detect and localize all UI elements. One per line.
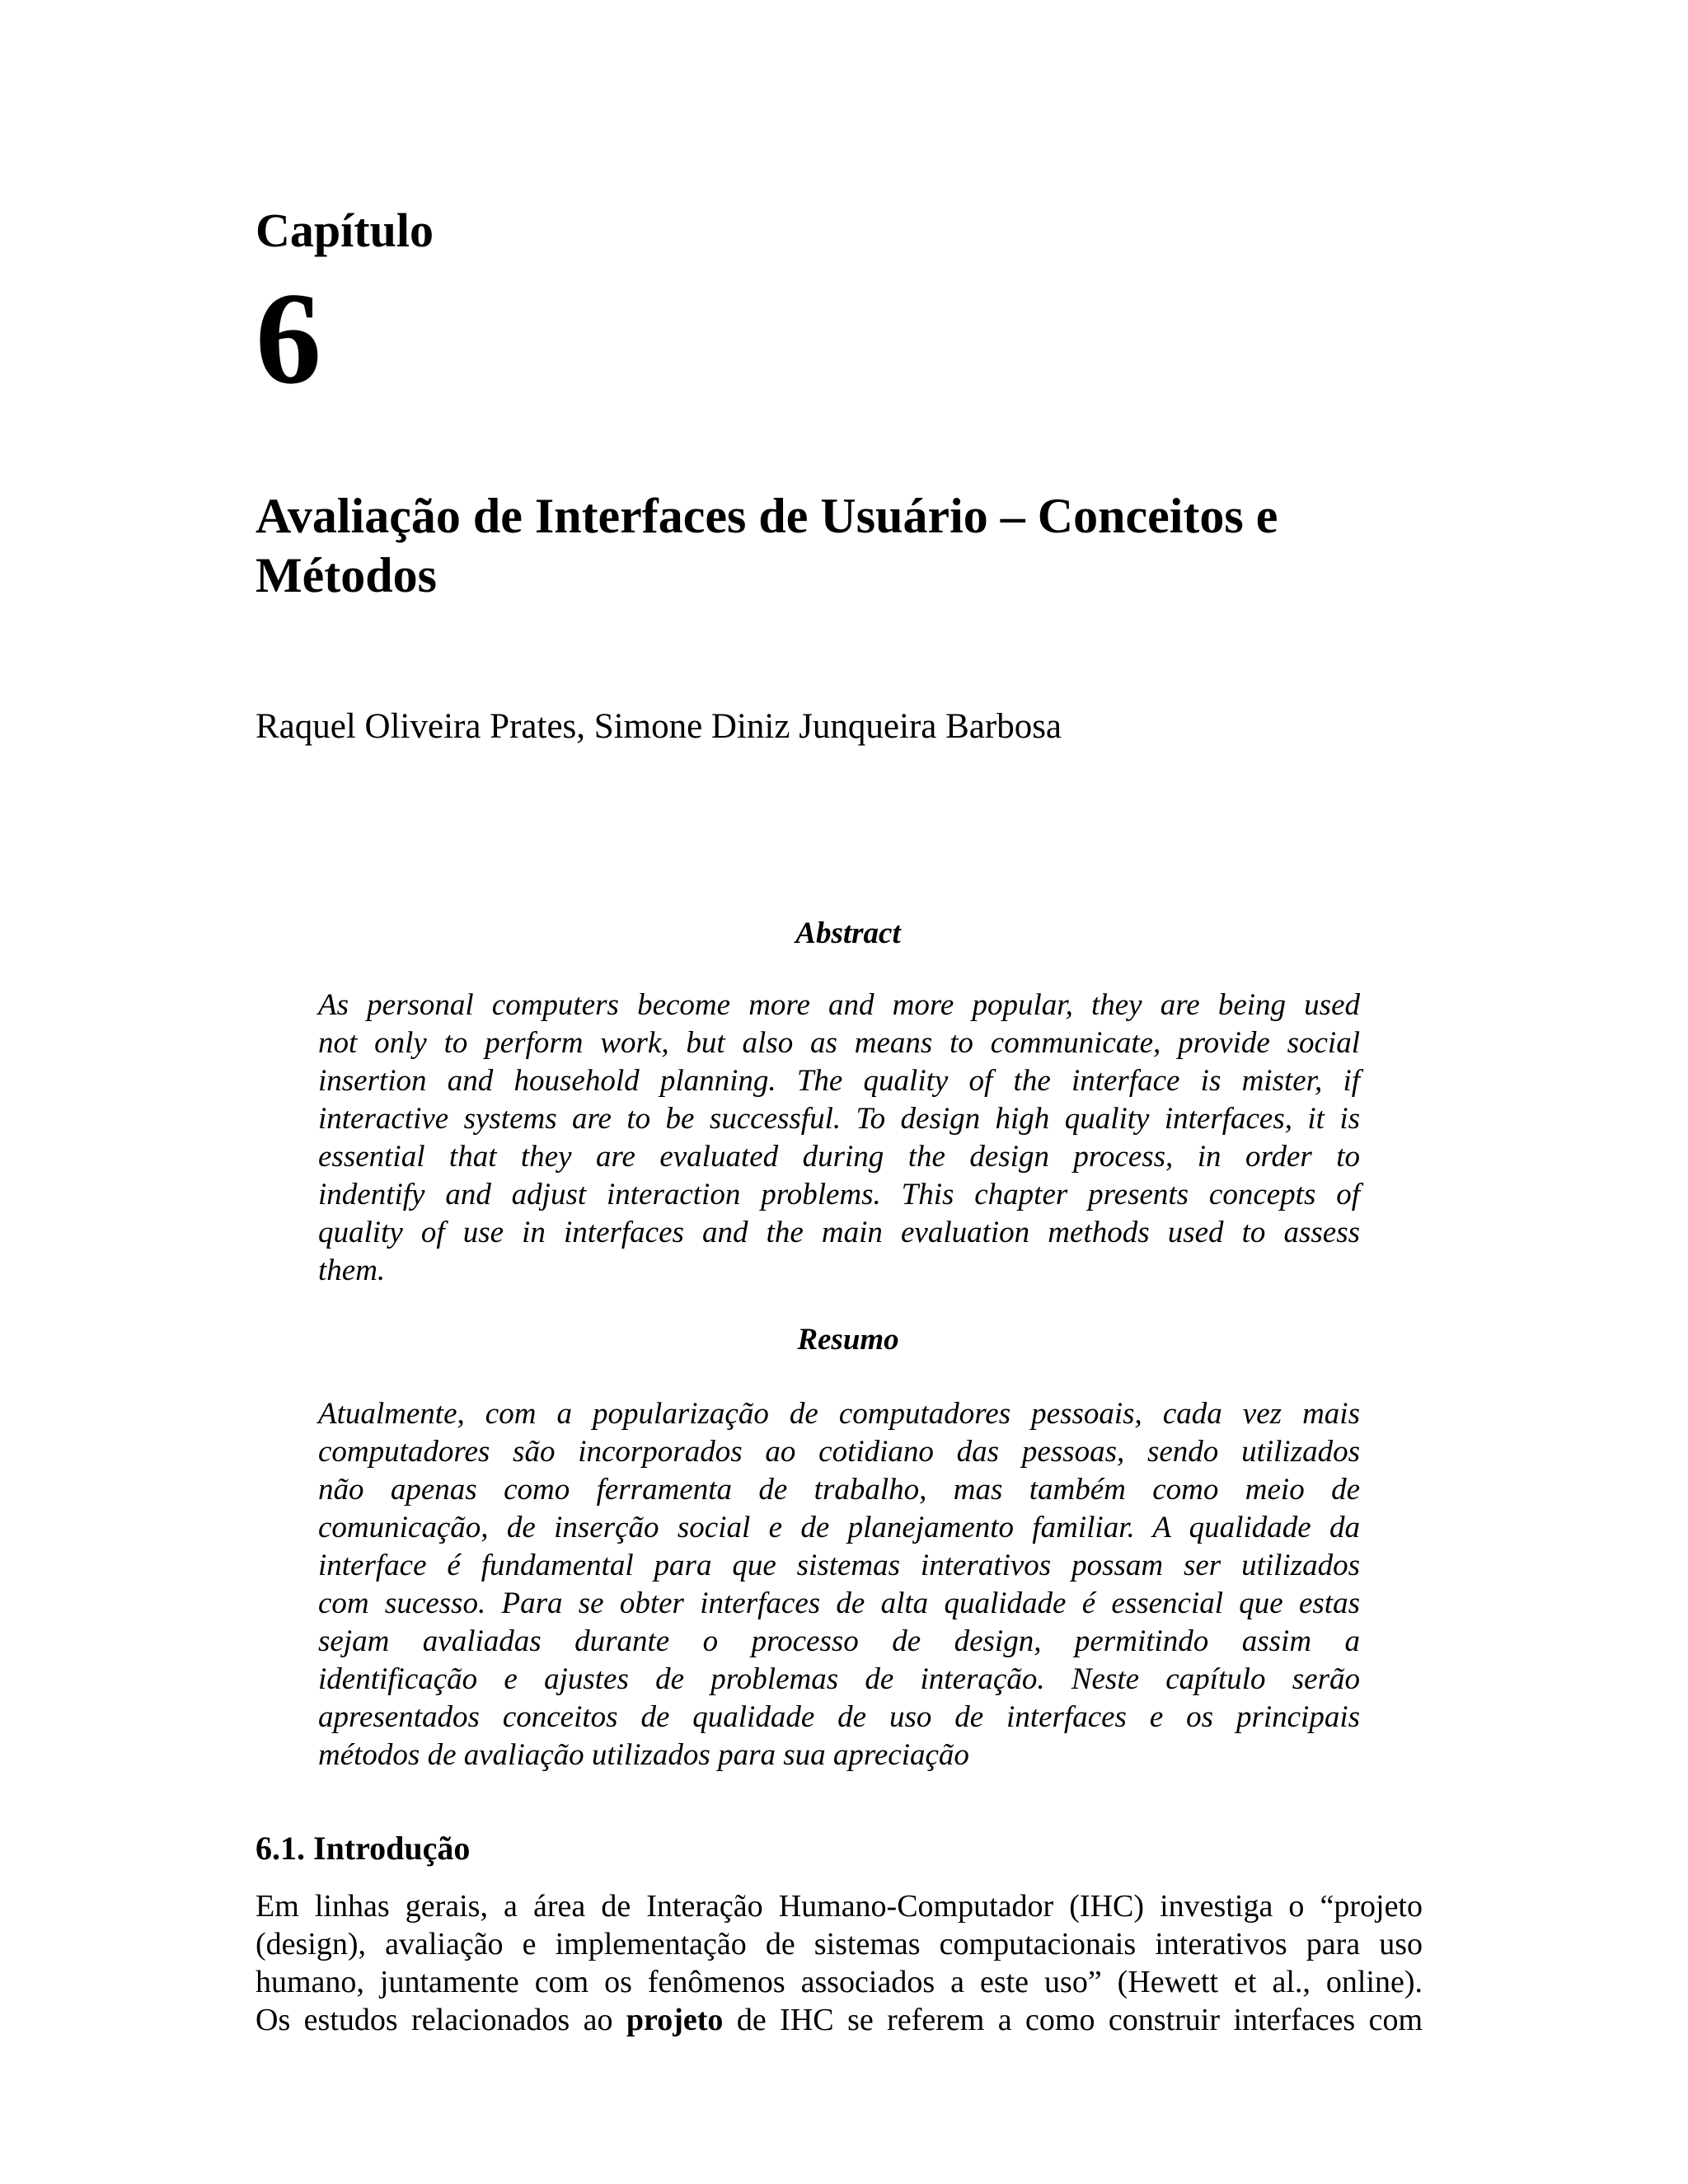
abstract-line: quality of use in interfaces and the main evaluation methods used to assess (318, 1216, 1360, 1249)
authors: Raquel Oliveira Prates, Simone Diniz Junqueira Barbosa (256, 707, 1062, 746)
resumo-line: com sucesso. Para se obter interfaces de alta qualidade é essencial que estas (318, 1586, 1360, 1620)
abstract-line: insertion and household planning. The quality of the interface is mister, if (318, 1064, 1360, 1098)
chapter-title-line: Avaliação de Interfaces de Usuário – Conceitos e (256, 489, 1278, 543)
resumo-line: computadores são incorporados ao cotidiano das pessoas, sendo utilizados (318, 1435, 1360, 1469)
abstract-line: indentify and adjust interaction problems. This chapter presents concepts of (318, 1178, 1360, 1212)
intro-paragraph (256, 1887, 1423, 2039)
intro-line: Em linhas gerais, a área de Interação Humano-Computador (IHC) investiga o “projeto (256, 1889, 1423, 1924)
intro-text: de IHC se referem a como construir interfaces com (723, 2003, 1423, 2037)
abstract-line: them. (318, 1254, 386, 1287)
intro-bold-term: projeto (626, 2003, 724, 2037)
chapter-label: Capítulo (256, 204, 434, 257)
section-heading-introducao: 6.1. Introdução (256, 1830, 471, 1867)
abstract-heading: Abstract (795, 916, 901, 950)
resumo-line: sejam avaliadas durante o processo de design, permitindo assim a (318, 1624, 1360, 1658)
abstract-body (318, 987, 1360, 1290)
resumo-heading: Resumo (797, 1323, 899, 1357)
intro-line (256, 2001, 1423, 2039)
resumo-line: Atualmente, com a popularização de computadores pessoais, cada vez mais (318, 1397, 1360, 1431)
intro-line: (design), avaliação e implementação de sistemas computacionais interativos para uso (256, 1927, 1423, 1961)
resumo-line: métodos de avaliação utilizados para sua apreciação (318, 1738, 969, 1772)
abstract-line: essential that they are evaluated during the design process, in order to (318, 1140, 1360, 1174)
chapter-title-line: Métodos (256, 548, 437, 602)
resumo-line: não apenas como ferramenta de trabalho, mas também como meio de (318, 1473, 1360, 1507)
resumo-line: apresentados conceitos de qualidade de uso de interfaces e os principais (318, 1700, 1360, 1734)
resumo-line: interface é fundamental para que sistemas interativos possam ser utilizados (318, 1549, 1360, 1582)
abstract-line: not only to perform work, but also as means to communicate, provide social (318, 1026, 1360, 1060)
intro-text: Os estudos relacionados ao (256, 2003, 626, 2037)
resumo-body (318, 1395, 1360, 1774)
resumo-line: identificação e ajustes de problemas de interação. Neste capítulo serão (318, 1662, 1360, 1696)
chapter-number: 6 (256, 265, 321, 411)
chapter-title (256, 486, 1451, 605)
resumo-line: comunicação, de inserção social e de planejamento familiar. A qualidade da (318, 1511, 1360, 1544)
abstract-line: interactive systems are to be successful. To design high quality interfaces, it is (318, 1102, 1360, 1136)
intro-line: humano, juntamente com os fenômenos associados a este uso” (Hewett et al., online). (256, 1965, 1423, 1999)
abstract-line: As personal computers become more and more popular, they are being used (318, 988, 1360, 1022)
